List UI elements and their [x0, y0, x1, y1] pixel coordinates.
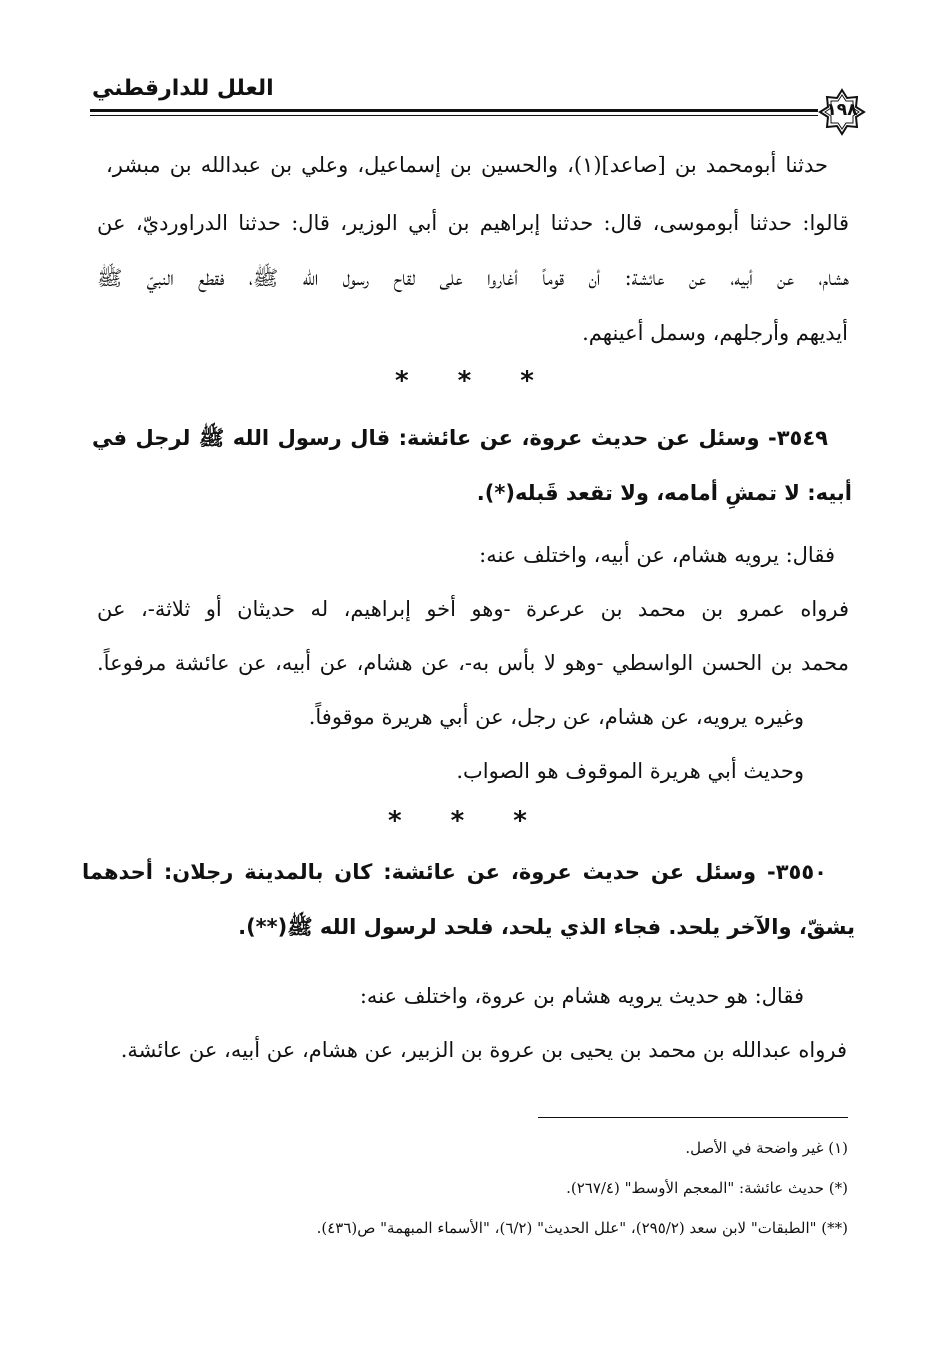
footnote: (١) غير واضحة في الأصل.: [685, 1139, 848, 1157]
footnote-rule: [538, 1117, 848, 1118]
body-line: هشام، عن أبيه، عن عائشة: أن قوماً أغاروا على لقاح رسول الله ﷺ، فقطع النبيّ ﷺ: [97, 266, 849, 290]
answer-line: وحديث أبي هريرة الموقوف هو الصواب.: [456, 759, 804, 783]
book-title: العلل للدارقطني: [92, 76, 274, 101]
header-rule-thin: [90, 115, 818, 116]
answer-line: وغيره يرويه، عن هشام، عن رجل، عن أبي هريرة موقوفاً.: [308, 705, 804, 729]
footnote: (*) حديث عائشة: "المعجم الأوسط" (٢٦٧/٤).: [566, 1179, 848, 1197]
body-line: حدثنا أبومحمد بن [صاعد](١)، والحسين بن إسماعيل، وعلي بن عبدالله بن مبشر،: [106, 153, 828, 177]
answer-line: فقال: يرويه هشام، عن أبيه، واختلف عنه:: [479, 543, 835, 567]
footnote: (**) "الطبقات" لابن سعد (٢٩٥/٢)، "علل الحديث" (٦/٢)، "الأسماء المبهمة" ص(٤٣٦).: [316, 1219, 848, 1237]
page-number-badge: [818, 88, 866, 136]
entry-heading-3549: أبيه: لا تمشِ أمامه، ولا تقعد قَبله(*).: [476, 481, 852, 505]
section-separator: * * *: [388, 806, 527, 836]
entry-heading-3549: ٣٥٤٩- وسئل عن حديث عروة، عن عائشة: قال رسول الله ﷺ لرجل في: [92, 426, 828, 450]
entry-heading-3550: ٣٥٥٠- وسئل عن حديث عروة، عن عائشة: كان بالمدينة رجلان: أحدهما: [82, 860, 827, 884]
body-line: أيديهم وأرجلهم، وسمل أعينهم.: [582, 321, 848, 345]
body-line: قالوا: حدثنا أبوموسى، قال: حدثنا إبراهيم بن أبي الوزير، قال: حدثنا الدراورديّ، عن: [97, 211, 849, 235]
answer-line: محمد بن الحسن الواسطي -وهو لا بأس به-، عن هشام، عن أبيه، عن عائشة مرفوعاً.: [97, 651, 849, 675]
answer-line: فرواه عبدالله بن محمد بن يحيى بن عروة بن الزبير، عن هشام، عن أبيه، عن عائشة.: [120, 1038, 847, 1062]
section-separator: * * *: [395, 366, 534, 396]
answer-line: فرواه عمرو بن محمد بن عرعرة -وهو أخو إبراهيم، له حديثان أو ثلاثة-، عن: [97, 597, 849, 621]
answer-line: فقال: هو حديث يرويه هشام بن عروة، واختلف عنه:: [359, 984, 804, 1008]
header-rule: [90, 109, 818, 112]
entry-heading-3550: يشقّ، والآخر يلحد. فجاء الذي يلحد، فلحد لرسول الله ﷺ(**).: [238, 915, 855, 939]
page-number: ١٩٨: [826, 100, 858, 120]
